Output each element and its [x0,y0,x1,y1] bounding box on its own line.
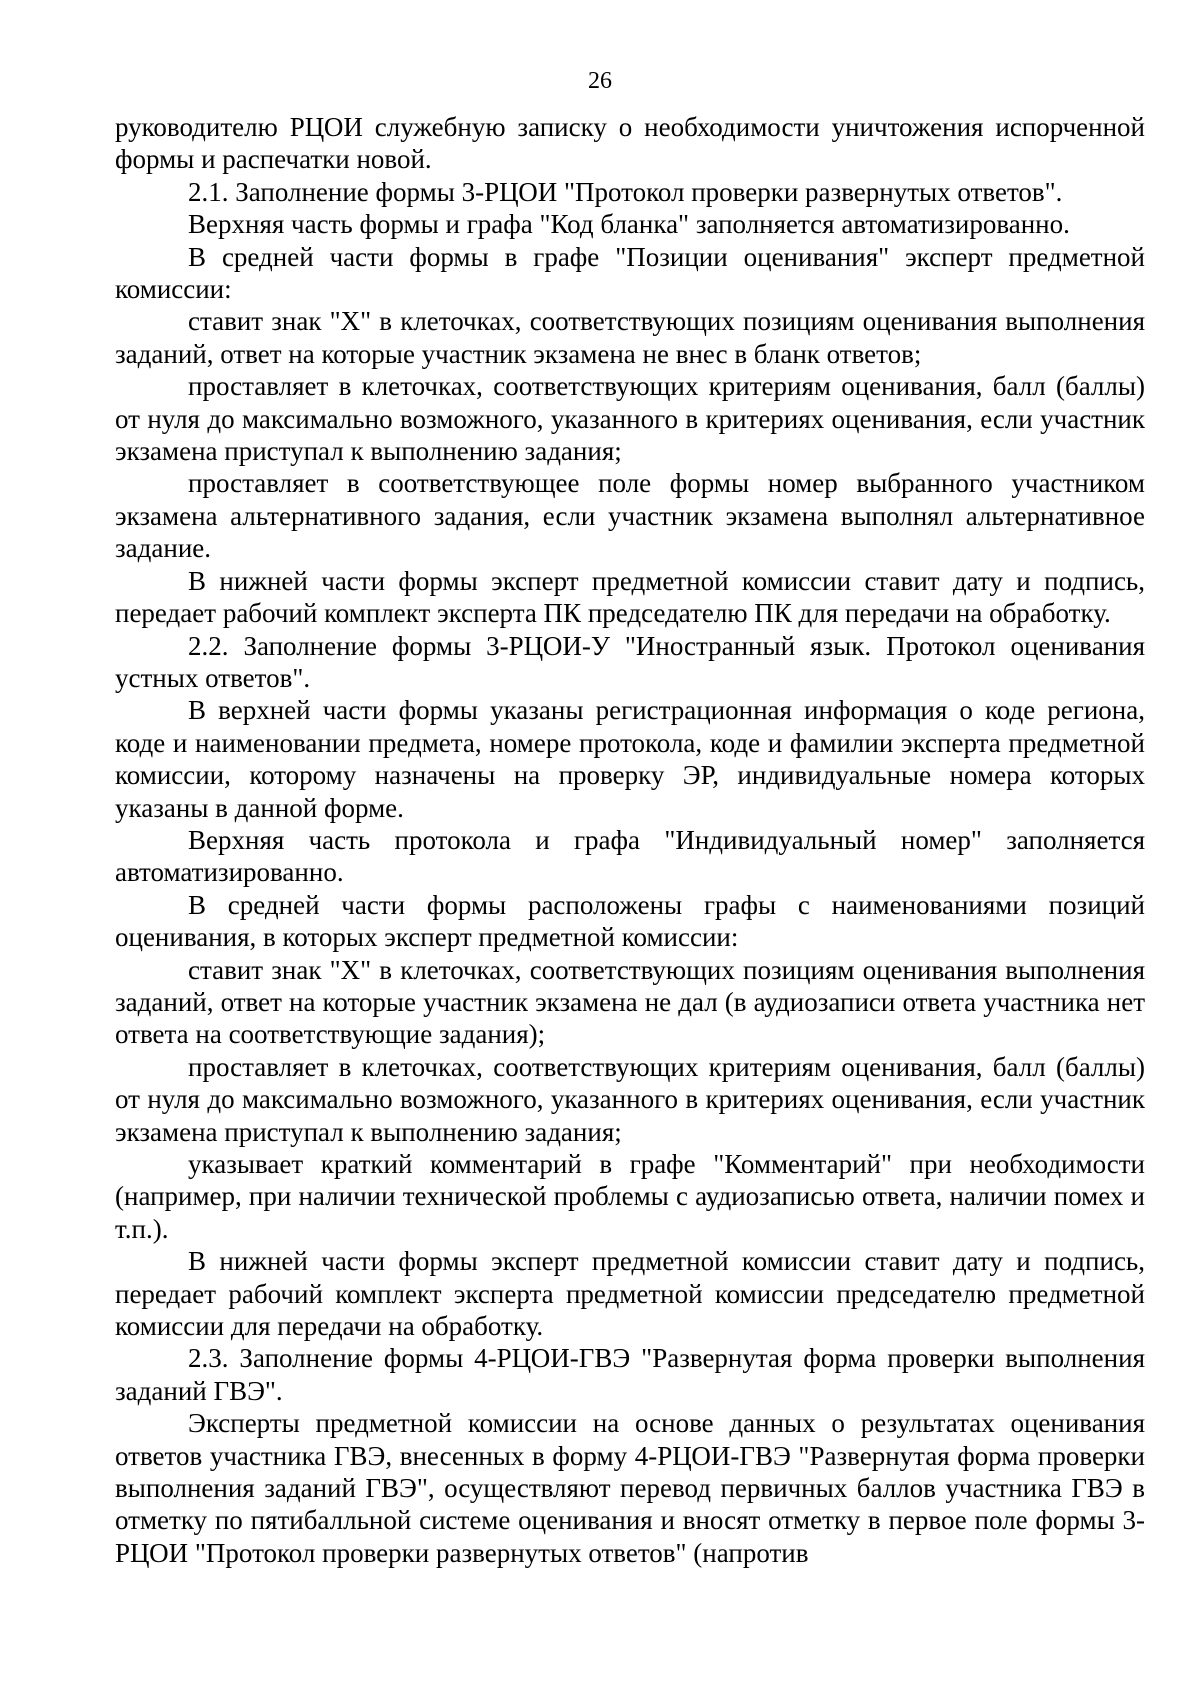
paragraph-2: 2.1. Заполнение формы 3-РЦОИ "Протокол проверки развернутых ответов". [188,176,1063,207]
paragraph-16: В нижней части формы эксперт предметной комиссии ставит дату и подпись, передает рабочий комплект эксперта предметной комиссии председателю предметной комиссии для передачи на обработку. [115,1246,1145,1342]
paragraph-1: руководителю РЦОИ служебную записку о необходимости уничтожения испорченной формы и распечатки новой. [115,112,1145,175]
paragraph-7: проставляет в соответствующее поле формы номер выбранного участником экзамена альтернативного задания, если участник экзамена выполнял альтернативное задание. [115,468,1145,564]
paragraph-10: В верхней части формы указаны регистрационная информация о коде региона, коде и наименовании предмета, номере протокола, коде и фамилии эксперта предметной комиссии, которому назначены на проверку ЭР, индивидуальные номера которых указаны в данной форме. [115,695,1145,823]
paragraph-11: Верхняя часть протокола и графа "Индивидуальный номер" заполняется автоматизированно. [115,824,1145,888]
document-body [115,111,1145,1569]
paragraph-8: В нижней части формы эксперт предметной комиссии ставит дату и подпись, передает рабочий комплект эксперта ПК председателю ПК для передачи на обработку. [115,565,1145,629]
page-number: 26 [588,68,612,94]
paragraph-9: 2.2. Заполнение формы 3-РЦОИ-У "Иностранный язык. Протокол оценивания устных ответов". [115,630,1145,693]
paragraph-3: Верхняя часть формы и графа "Код бланка" заполняется автоматизированно. [188,209,1070,240]
paragraph-18: Эксперты предметной комиссии на основе данных о результатах оценивания ответов участника ГВЭ, внесенных в форму 4-РЦОИ-ГВЭ "Развернутая форма проверки выполнения заданий ГВЭ", осуществляют перевод первичных баллов участника ГВЭ в отметку по пятибалльной системе оценивания и вносят отметку в первое поле формы 3-РЦОИ "Протокол проверки развернутых ответов" (напротив [115,1408,1145,1568]
paragraph-5: ставит знак "X" в клеточках, соответствующих позициям оценивания выполнения заданий, ответ на которые участник экзамена не внес в бланк ответов; [115,306,1145,369]
paragraph-12: В средней части формы расположены графы с наименованиями позиций оценивания, в которых эксперт предметной комиссии: [115,889,1145,953]
paragraph-13: ставит знак "X" в клеточках, соответствующих позициям оценивания выполнения заданий, ответ на которые участник экзамена не дал (в аудиозаписи ответа участника нет ответа на соответствующие задания); [115,954,1145,1050]
paragraph-17: 2.3. Заполнение формы 4-РЦОИ-ГВЭ "Развернутая форма проверки выполнения заданий ГВЭ". [115,1343,1145,1406]
paragraph-14: проставляет в клеточках, соответствующих критериям оценивания, балл (баллы) от нуля до максимально возможного, указанного в критериях оценивания, если участник экзамена приступал к выполнению задания; [115,1051,1145,1147]
paragraph-4: В средней части формы в графе "Позиции оценивания" эксперт предметной комиссии: [115,241,1145,305]
paragraph-6: проставляет в клеточках, соответствующих критериям оценивания, балл (баллы) от нуля до максимально возможного, указанного в критериях оценивания, если участник экзамена приступал к выполнению задания; [115,371,1145,467]
paragraph-15: указывает краткий комментарий в графе "Комментарий" при необходимости (например, при наличии технической проблемы с аудиозаписью ответа, наличии помех и т.п.). [115,1149,1145,1244]
